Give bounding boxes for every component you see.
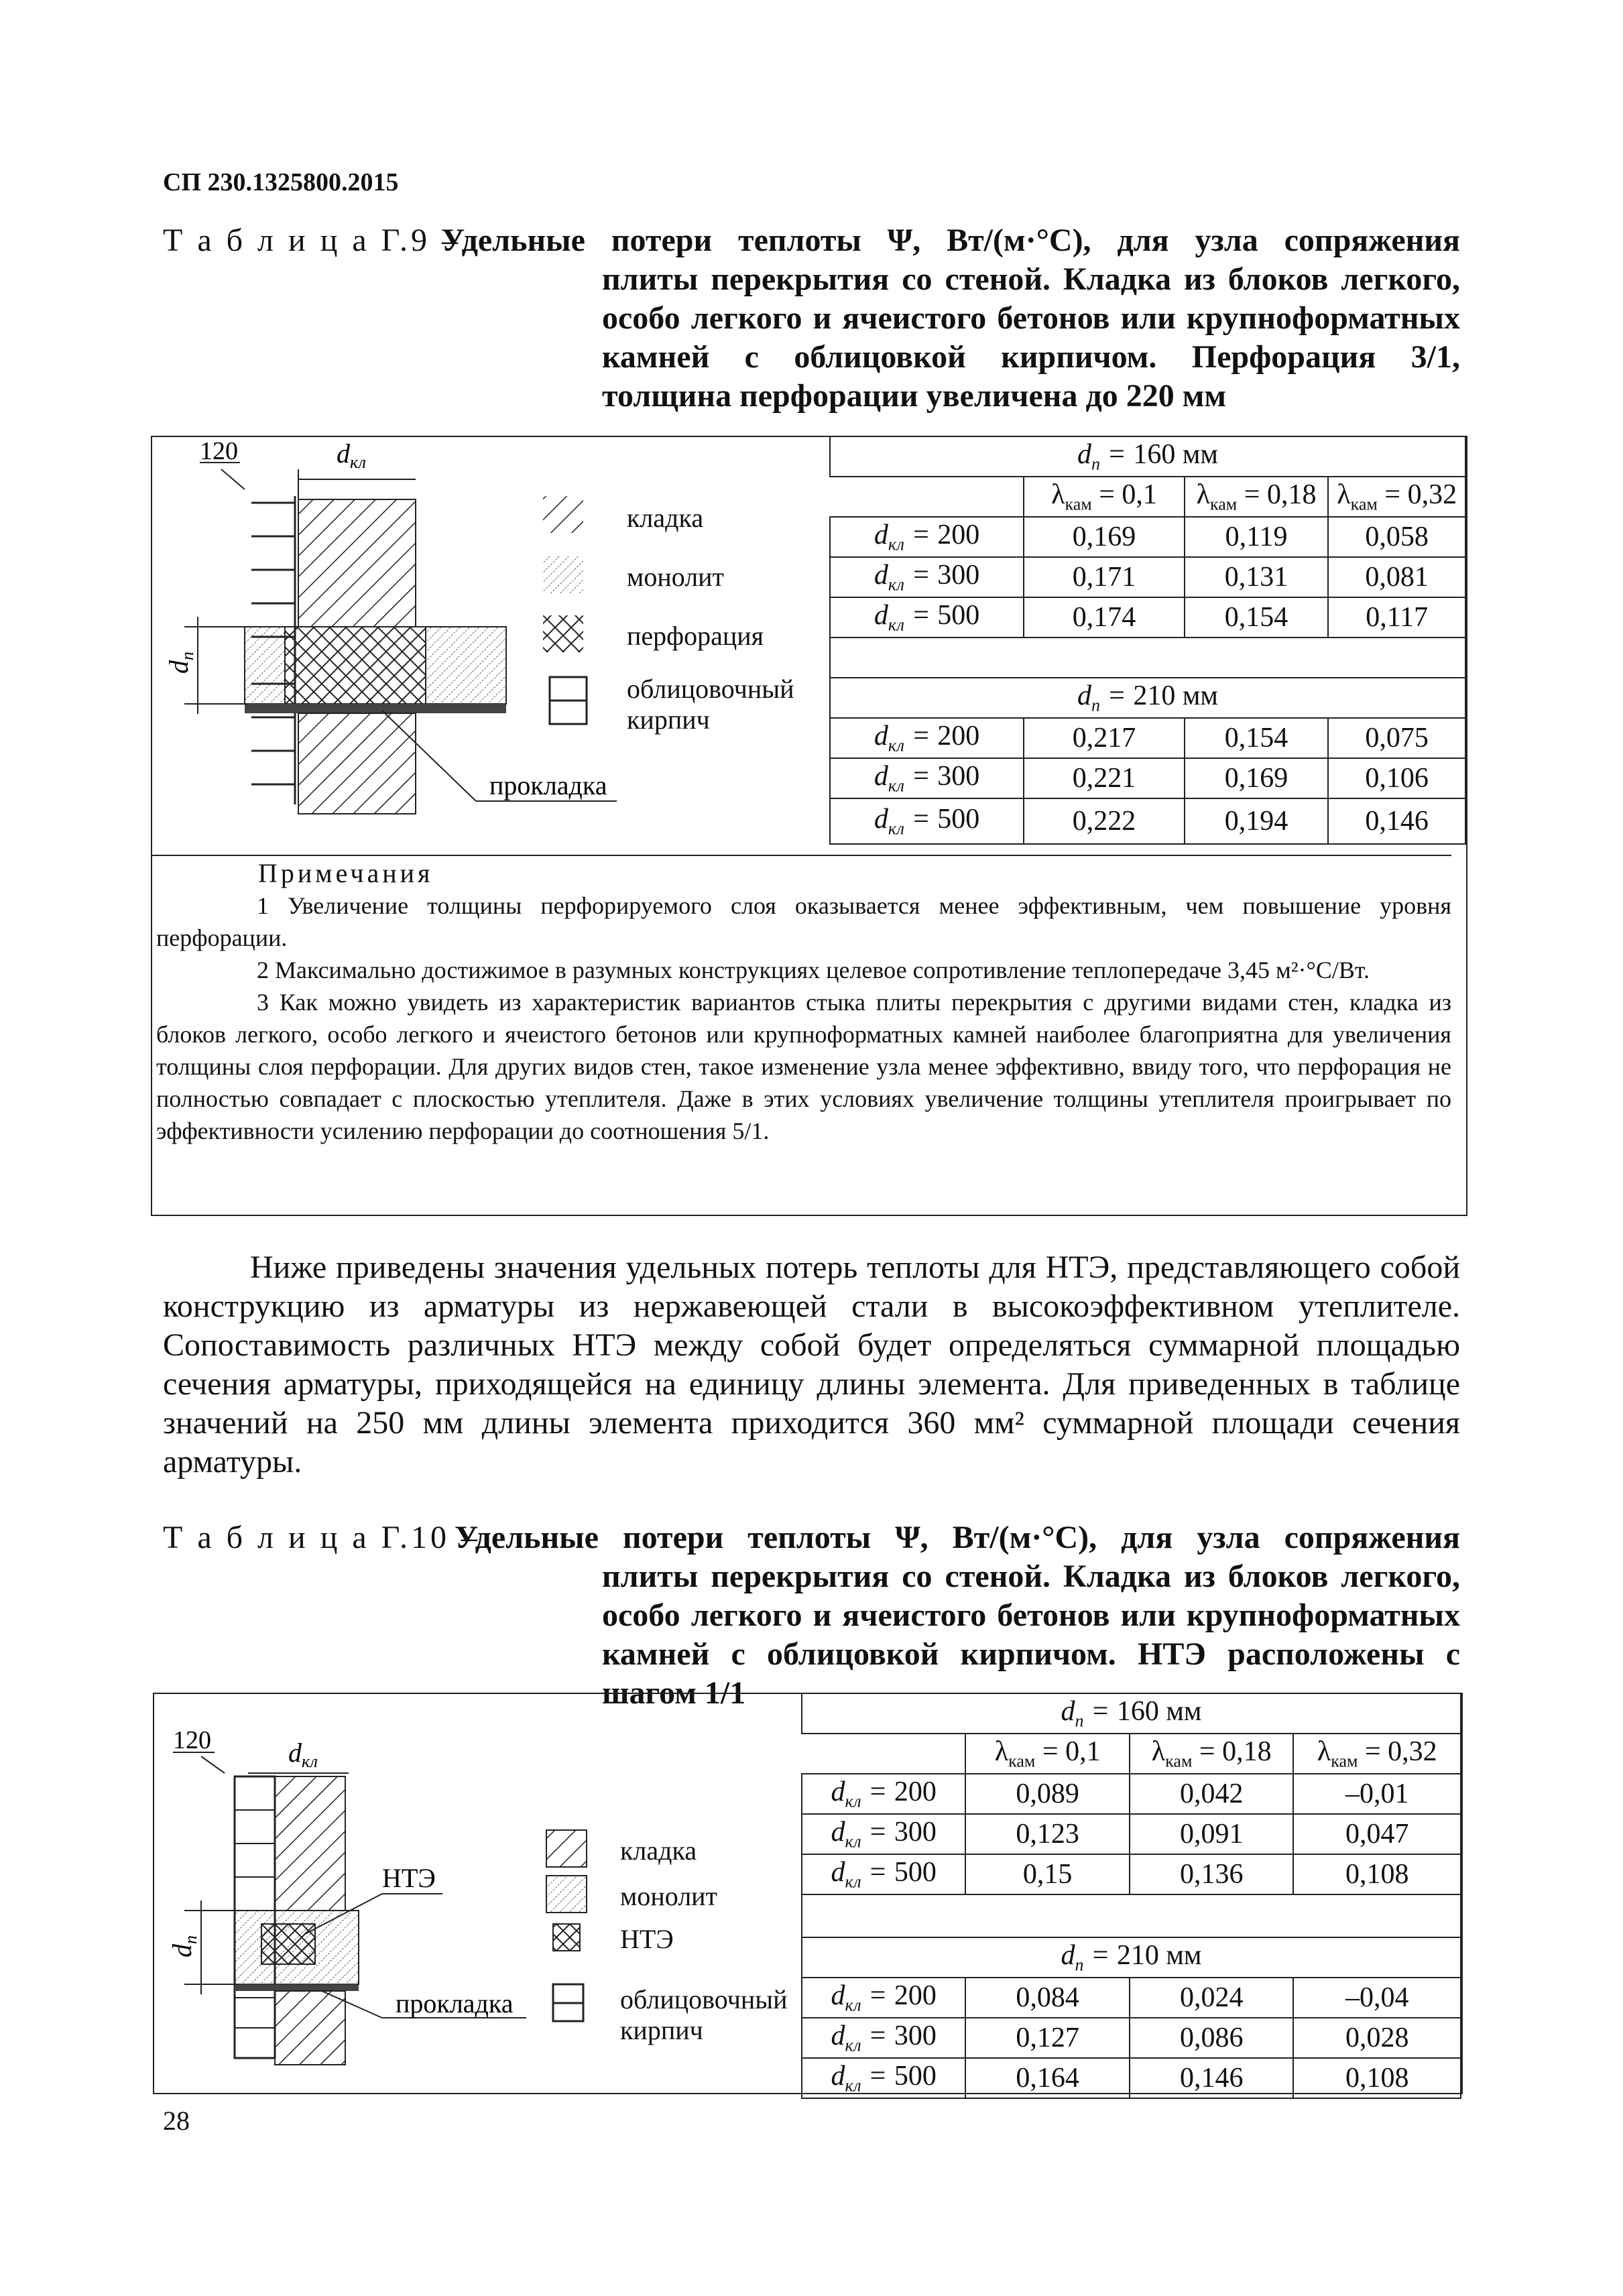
table-title-line1: Удельные потери теплоты Ψ, Вт/(м·°С), для узла сопряжения [441,223,1460,258]
table-title-line1: Удельные потери теплоты Ψ, Вт/(м·°С), для узла сопряжения [455,1520,1460,1555]
body-paragraph: Ниже приведены значения удельных потерь теплоты для НТЭ, представляющего собой конструкцию из арматуры из нержавеющей стали в высокоэффективном утеплителе. Сопоставимость различных НТЭ между собой будет определяться суммарной площадью сечения арматуры, приходящейся на единицу длины элемента. Для приведенных в таблице значений на 250 мм длины элемента приходится 360 мм² суммарной площади сечения арматуры. [163,1250,1460,1479]
label-nte: НТЭ [382,1863,436,1893]
table-caption [163,1518,1460,1711]
table-row: $d_{кл} = 500$ 0,174 0,154 0,117 [830,597,1465,638]
table-row: $d_{кл} = 200$ 0,169 0,119 0,058 [830,517,1465,557]
table-row: $d_{кл} = 300$ 0,171 0,131 0,081 [830,557,1465,597]
legend-item-perforation: перфорация [627,621,764,651]
legend-item-facing-brick: облицовочный кирпич [627,674,794,735]
section-header: $d_п = 210$ мм [830,678,1465,718]
table-row: $d_{кл} = 200$ 0,217 0,154 0,075 [830,718,1465,758]
legend-item-masonry: кладка [627,503,704,533]
dim-120: 120 [200,442,238,465]
table-label: Т а б л и ц а Г.10 – [163,1520,481,1555]
label-gasket: прокладка [396,1988,514,2018]
page-number: 28 [163,2106,190,2136]
legend-item-facing-brick: облицовочный кирпич [620,1984,788,2045]
table-g10 [801,1693,1461,2099]
dim-dkl: $d_{кл}$ [337,442,367,472]
dim-dkl: $d_{кл}$ [288,1738,318,1771]
note-3: 3 Как можно увидеть из характеристик вариантов стыка плиты перекрытия с другими видами стен, кладка из блоков легкого, особо легкого и ячеистого бетонов или крупноформатных камней наиболее благоприятна для увеличения толщины слоя перфорации. Для других видов стен, такое изменение узла менее эффективно, ввиду того, что перфорация не полностью совпадает с плоскостью утеплителя. Даже в этих условиях увеличение толщины утеплителя проигрывает по эффективности усилению перфорации до соотношения 5/1. [156,989,1451,1144]
label-gasket: прокладка [489,770,607,800]
legend-item-masonry: кладка [620,1835,697,1866]
document-code: СП 230.1325800.2015 [163,168,399,196]
table-title-rest: плиты перекрытия со стеной. Кладка из блоков легкого, особо легкого и ячеистого бетонов или крупноформатных камней с облицовкой кирпичом. НТЭ расположены с шагом 1/1 [602,1559,1460,1711]
table-row: $d_{кл} = 500$ 0,15 0,136 0,108 [802,1854,1461,1894]
table-row: $d_{кл} = 200$ 0,084 0,024 –0,04 [802,1978,1461,2018]
table-title-rest: плиты перекрытия со стеной. Кладка из блоков легкого, особо легкого и ячеистого бетонов или крупноформатных камней с облицовкой кирпичом. Перфорация 3/1, толщина перфорации увеличена до 220 мм [602,261,1460,414]
table-row: $d_{кл} = 200$ 0,089 0,042 –0,01 [802,1774,1461,1814]
legend-item-nte: НТЭ [620,1924,674,1954]
table-row: $d_{кл} = 300$ 0,221 0,169 0,106 [830,758,1465,798]
notes-heading: Примечания [258,858,434,888]
dim-120: 120 [173,1726,211,1754]
legend-item-monolith: монолит [620,1881,718,1911]
table-caption [163,221,1460,416]
note-2: 2 Максимально достижимое в разумных конструкциях целевое сопротивление теплопередаче 3,45 м²·°С/Вт. [257,957,1370,983]
table-row: $d_{кл} = 300$ 0,127 0,086 0,028 [802,2018,1461,2058]
lambda-header-row: $\lambda_{кам} = 0,1$ $\lambda_{кам} = 0,18$ $\lambda_{кам} = 0,32$ [830,477,1465,517]
table-label: Т а б л и ц а Г.9 – [163,223,462,258]
table-row: $d_{кл} = 500$ 0,222 0,194 0,146 [830,798,1465,844]
legend-item-monolith: монолит [627,562,725,592]
section-header: $d_п = 160$ мм [830,436,1465,477]
section-header: $d_п = 210$ мм [802,1937,1461,1978]
dim-dp: $d_п$ [167,1935,200,1957]
lambda-header-row: $\lambda_{кам} = 0,1$ $\lambda_{кам} = 0,18$ $\lambda_{кам} = 0,32$ [802,1734,1461,1774]
table-row: $d_{кл} = 300$ 0,123 0,091 0,047 [802,1814,1461,1854]
table-row: $d_{кл} = 500$ 0,164 0,146 0,108 [802,2058,1461,2098]
dim-dp: $d_п$ [164,652,197,674]
note-1: 1 Увеличение толщины перфорируемого слоя оказывается менее эффективным, чем повышение уровня перфорации. [156,892,1451,951]
table-g9 [829,436,1466,845]
section-header: $d_п = 160$ мм [802,1693,1461,1734]
table-notes [151,855,1451,1147]
